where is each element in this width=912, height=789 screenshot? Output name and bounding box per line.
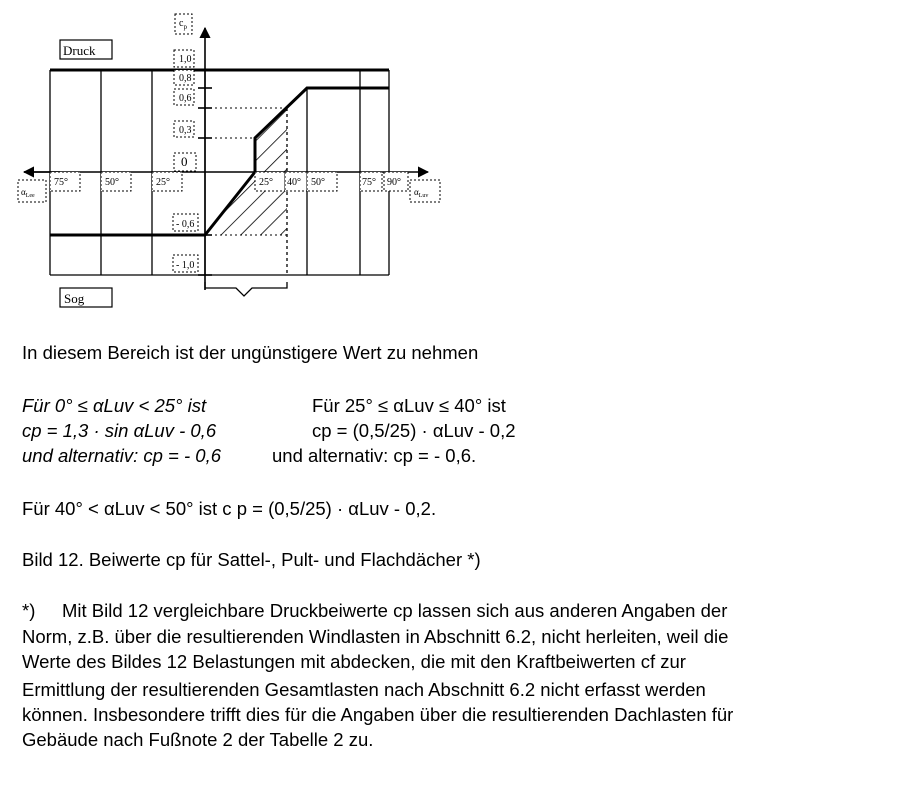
left-col-line2: cp = 1,3 · sin αLuv - 0,6 xyxy=(22,420,217,441)
x-tick-label: 40° xyxy=(287,177,301,188)
range2-text: Für 40° < αLuv < 50° ist c p = (0,5/25) · αLuv - 0,2. xyxy=(22,498,437,519)
x-tick-label: 75° xyxy=(54,177,68,188)
right-col-line2: cp = (0,5/25) · αLuv - 0,2 xyxy=(312,420,516,441)
footnote-line: Norm, z.B. über die resultierenden Windlasten in Abschnitt 6.2, nicht herleiten, weil die xyxy=(22,626,729,647)
y-axis-label-box xyxy=(175,14,192,34)
y-tick-label: 1,0 xyxy=(179,54,192,65)
y-tick-label: - 0,6 xyxy=(176,219,195,230)
footnote-line: Werte des Bildes 12 Belastungen mit abdecken, die mit den Kraftbeiwerten cf zur xyxy=(22,651,686,672)
y-tick-label: 0,8 xyxy=(179,73,192,84)
y-axis-label: $c_p$ xyxy=(179,18,187,31)
footnote-line: Ermittlung der resultierenden Gesamtlasten nach Abschnitt 6.2 nicht erfasst werden xyxy=(22,679,706,700)
alpha-lee-label: $\alpha_{Lee}$ xyxy=(21,187,35,199)
x-tick-boxes xyxy=(18,172,440,202)
y-tick-label: - 1,0 xyxy=(176,260,195,271)
x-tick-label: 90° xyxy=(387,177,401,188)
x-tick-label: 25° xyxy=(156,177,170,188)
sog-box xyxy=(60,288,112,307)
footnote-line: können. Insbesondere trifft dies für die Angaben über die resultierenden Dachlasten für xyxy=(22,704,734,725)
y-tick-label: 0,6 xyxy=(179,93,192,104)
y-tick-label: 0 xyxy=(181,154,188,169)
right-col-line3: und alternativ: cp = - 0,6. xyxy=(272,445,477,466)
left-col-line1: Für 0° ≤ αLuv < 25° ist xyxy=(22,395,207,416)
bottom-bracket xyxy=(205,282,287,296)
x-tick-label: 25° xyxy=(259,177,273,188)
hatched-region-upper xyxy=(255,108,287,172)
y-tick-label: 0,3 xyxy=(179,125,192,136)
right-col-line1: Für 25° ≤ αLuv ≤ 40° ist xyxy=(312,395,506,416)
cp-diagram xyxy=(0,0,912,320)
footnote-line: Mit Bild 12 vergleichbare Druckbeiwerte cp lassen sich aus anderen Angaben der xyxy=(62,600,728,621)
sog-label: Sog xyxy=(64,291,85,306)
x-tick-label: 50° xyxy=(105,177,119,188)
left-col-line3: und alternativ: cp = - 0,6 xyxy=(22,445,221,466)
druck-label: Druck xyxy=(63,43,96,58)
x-tick-label: 75° xyxy=(362,177,376,188)
alpha-luv-label: $\alpha_{Luv}$ xyxy=(414,187,429,199)
druck-box xyxy=(60,40,112,59)
range-note: In diesem Bereich ist der ungünstigere Wert zu nehmen xyxy=(22,342,479,363)
x-tick-label: 50° xyxy=(311,177,325,188)
figure-caption: Bild 12. Beiwerte cp für Sattel-, Pult- und Flachdächer *) xyxy=(22,549,481,570)
footnote-line: Gebäude nach Fußnote 2 der Tabelle 2 zu. xyxy=(22,729,374,750)
footnote-marker: *) xyxy=(22,600,36,621)
